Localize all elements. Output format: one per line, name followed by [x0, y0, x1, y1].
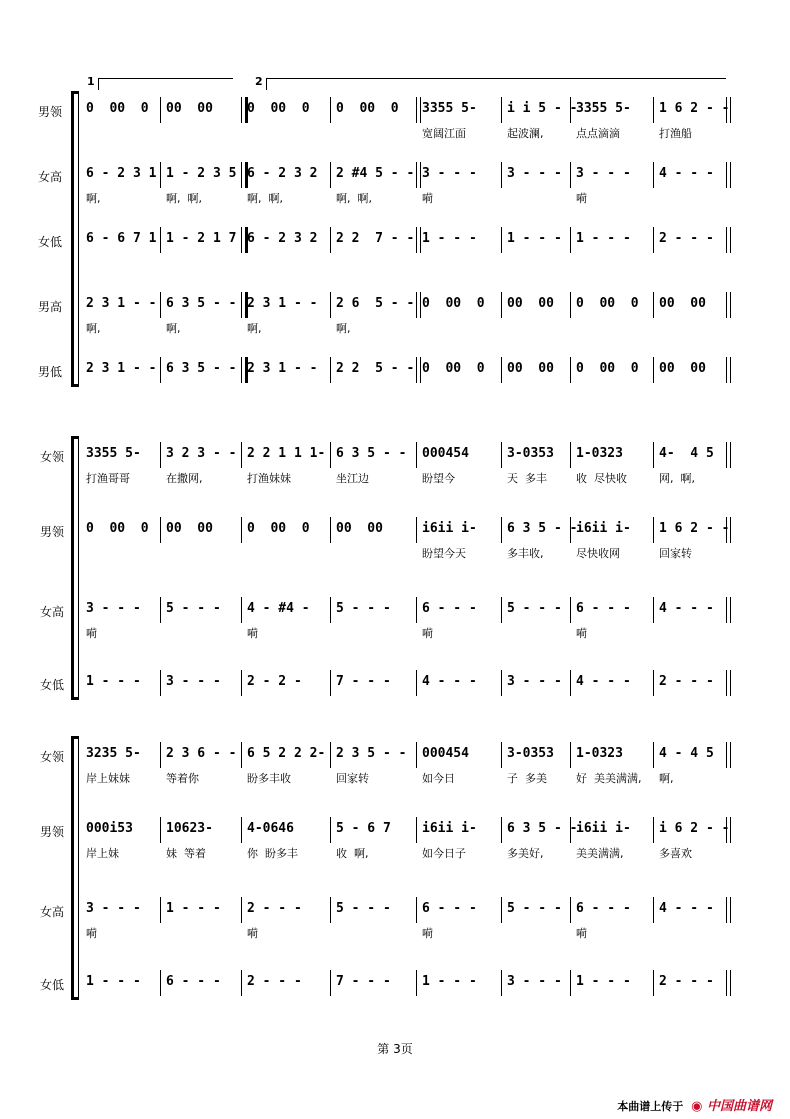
barline — [570, 517, 571, 543]
barline — [330, 817, 331, 843]
measure-notes: 00 00 — [507, 296, 554, 311]
measure-notes: 3355 5- — [576, 101, 631, 116]
barline — [160, 897, 161, 923]
barline — [726, 670, 731, 696]
lyric-text: 多美好, — [507, 847, 544, 860]
lyric-text: 妹 等着 — [166, 847, 206, 860]
measure-notes: 4- 4 5 — [659, 446, 714, 461]
measure-notes: 1 6 2 - - — [659, 101, 730, 116]
measure-notes: 4 - - - — [659, 166, 714, 181]
volta-second-label: 2 — [255, 75, 263, 88]
voice-part — [0, 225, 790, 275]
barline — [726, 817, 731, 843]
measure-notes: 00 00 — [507, 361, 554, 376]
barline — [416, 742, 417, 768]
lyric-text: 坐江边 — [336, 472, 369, 485]
voice-label: 男高 — [38, 300, 63, 314]
lyric-text: 嗬 — [422, 627, 433, 640]
lyric-text: 嗬 — [86, 927, 97, 940]
barline — [330, 97, 331, 123]
barline — [241, 597, 242, 623]
barline — [726, 970, 731, 996]
measure-notes: 3 2 3 - - — [166, 446, 237, 461]
lyric-text: 尽快收网 — [576, 547, 620, 560]
measure-notes: 6 - 2 3 2 — [247, 231, 318, 246]
measure-notes: 3-0353 — [507, 446, 554, 461]
measure-notes: 2 - - - — [247, 901, 302, 916]
measure-notes: 2 - - - — [659, 231, 714, 246]
measure-notes: 2 3 1 - - — [86, 361, 157, 376]
measure-notes: 1-0323 — [576, 446, 623, 461]
barline — [160, 97, 161, 123]
measure-notes: 6 - - - — [422, 901, 477, 916]
barline — [160, 817, 161, 843]
barline — [726, 442, 731, 468]
measure-notes: 5 - - - — [507, 901, 562, 916]
barline — [570, 97, 571, 123]
measure-notes: 000454 — [422, 746, 469, 761]
barline — [501, 162, 502, 188]
lyric-text: 啊, — [336, 322, 351, 335]
lyric-text: 你 盼多丰 — [247, 847, 298, 860]
barline — [416, 897, 417, 923]
measure-notes: 6 - 2 3 1 — [86, 166, 157, 181]
barline — [726, 742, 731, 768]
measure-notes: 1 - 2 3 5 — [166, 166, 237, 181]
lyric-text: 收 尽快收 — [576, 472, 627, 485]
lyric-text: 嗬 — [576, 927, 587, 940]
voice-part — [0, 815, 790, 865]
measure-notes: 6 3 5 - - — [166, 296, 237, 311]
lyric-text: 打渔船 — [659, 127, 692, 140]
barline — [160, 227, 161, 253]
barline — [653, 742, 654, 768]
lyric-text: 宽阔江面 — [422, 127, 466, 140]
score-system — [0, 95, 790, 395]
barline — [501, 597, 502, 623]
barline — [501, 970, 502, 996]
measure-notes: 3355 5- — [422, 101, 477, 116]
measure-notes: 3 - - - — [576, 166, 631, 181]
barline — [241, 970, 242, 996]
measure-notes: 0 00 0 — [422, 296, 485, 311]
barline — [570, 227, 571, 253]
lyric-text: 嗬 — [247, 627, 258, 640]
barline — [330, 597, 331, 623]
voice-label: 女高 — [38, 170, 63, 184]
voice-label: 女高 — [40, 905, 65, 919]
measure-notes: 2 - - - — [659, 674, 714, 689]
voice-part — [0, 290, 790, 340]
barline — [726, 292, 731, 318]
measure-notes: 1 - - - — [86, 674, 141, 689]
barline — [416, 442, 417, 468]
barline — [241, 817, 242, 843]
barline — [501, 670, 502, 696]
lyric-text: 啊, 啊, — [247, 192, 283, 205]
lyric-text: 啊, — [166, 322, 181, 335]
barline — [160, 597, 161, 623]
measure-notes: i6ii i- — [422, 521, 477, 536]
measure-notes: 6 - - - — [576, 901, 631, 916]
measure-notes: 0 00 0 — [86, 521, 149, 536]
barline — [330, 292, 331, 318]
voice-part — [0, 968, 790, 1018]
measure-notes: 3 - - - — [507, 166, 562, 181]
measure-notes: 1 - - - — [86, 974, 141, 989]
upload-credit — [617, 1095, 772, 1114]
lyric-text: 啊, — [659, 772, 674, 785]
lyric-text: 子 多美 — [507, 772, 547, 785]
barline — [570, 597, 571, 623]
measure-notes: 6 3 5 - - — [166, 361, 237, 376]
measure-notes: i i 5 - - — [507, 101, 578, 116]
barline — [416, 517, 417, 543]
lyric-text: 啊, 啊, — [166, 192, 202, 205]
measure-notes: 00 00 — [166, 521, 213, 536]
lyric-text: 起波澜, — [507, 127, 544, 140]
barline — [160, 292, 161, 318]
barline — [570, 162, 571, 188]
measure-notes: 6 - 6 7 1 — [86, 231, 157, 246]
lyric-text: 盼多丰收 — [247, 772, 291, 785]
lyric-text: 岸上妹 — [86, 847, 119, 860]
barline — [653, 817, 654, 843]
measure-notes: 2 3 1 - - — [247, 296, 318, 311]
measure-notes: 6 3 5 - - — [507, 521, 578, 536]
measure-notes: i 6 2 - - — [659, 821, 730, 836]
barline — [241, 897, 242, 923]
lyric-text: 岸上妹妹 — [86, 772, 130, 785]
barline — [726, 162, 731, 188]
barline — [570, 817, 571, 843]
measure-notes: 2 2 5 - - — [336, 361, 415, 376]
barline — [330, 742, 331, 768]
measure-notes: 1 - 2 1 7 — [166, 231, 237, 246]
barline — [653, 357, 654, 383]
measure-notes: 00 00 — [336, 521, 383, 536]
lyric-text: 啊, — [86, 322, 101, 335]
voice-label: 女低 — [38, 235, 63, 249]
barline — [330, 970, 331, 996]
lyric-text: 好 美美满满, — [576, 772, 642, 785]
measure-notes: 4 - - - — [576, 674, 631, 689]
measure-notes: 000454 — [422, 446, 469, 461]
voice-label: 女高 — [40, 605, 65, 619]
lyric-text: 盼望今天 — [422, 547, 466, 560]
measure-notes: 6 - - - — [422, 601, 477, 616]
measure-notes: 00 00 — [659, 296, 706, 311]
measure-notes: 00 00 — [166, 101, 213, 116]
voice-part — [0, 740, 790, 790]
lyric-text: 嗬 — [422, 192, 433, 205]
measure-notes: 2 3 1 - - — [247, 361, 318, 376]
voice-label: 男低 — [38, 365, 63, 379]
measure-notes: 2 - 2 - — [247, 674, 302, 689]
barline — [160, 357, 161, 383]
lyric-text: 打渔妹妹 — [247, 472, 291, 485]
barline — [501, 742, 502, 768]
barline — [416, 597, 417, 623]
barline — [501, 97, 502, 123]
barline — [416, 670, 417, 696]
lyric-text: 嗬 — [576, 192, 587, 205]
barline — [241, 742, 242, 768]
measure-notes: 3 - - - — [86, 901, 141, 916]
barline — [653, 227, 654, 253]
measure-notes: 1 6 2 - - — [659, 521, 730, 536]
barline — [726, 517, 731, 543]
measure-notes: 1-0323 — [576, 746, 623, 761]
measure-notes: 6 - 2 3 2 — [247, 166, 318, 181]
barline — [726, 597, 731, 623]
lyric-text: 啊, — [86, 192, 101, 205]
brand-icon: ◉ — [691, 1099, 703, 1114]
lyric-text: 如今日子 — [422, 847, 466, 860]
barline — [653, 292, 654, 318]
voice-label: 男领 — [38, 105, 63, 119]
measure-notes: 0 00 0 — [86, 101, 149, 116]
measure-notes: i6ii i- — [576, 821, 631, 836]
barline — [501, 292, 502, 318]
measure-notes: 6 - - - — [576, 601, 631, 616]
barline — [726, 97, 731, 123]
voice-label: 女低 — [40, 978, 65, 992]
brand-name: 中国曲谱网 — [706, 1099, 772, 1114]
voice-part — [0, 355, 790, 405]
voice-part — [0, 440, 790, 490]
barline — [160, 442, 161, 468]
barline — [160, 670, 161, 696]
measure-notes: 10623- — [166, 821, 213, 836]
upload-text: 本曲谱上传于 — [617, 1100, 684, 1113]
barline — [330, 670, 331, 696]
site-logo — [691, 1099, 772, 1114]
measure-notes: 5 - - - — [336, 601, 391, 616]
voice-label: 女低 — [40, 678, 65, 692]
measure-notes: 2 - - - — [247, 974, 302, 989]
barline — [330, 227, 331, 253]
barline — [570, 897, 571, 923]
barline — [653, 970, 654, 996]
measure-notes: 0 00 0 — [247, 101, 310, 116]
measure-notes: 1 - - - — [576, 974, 631, 989]
measure-notes: 3 - - - — [507, 674, 562, 689]
lyric-text: 多丰收, — [507, 547, 544, 560]
lyric-text: 回家转 — [659, 547, 692, 560]
voice-part — [0, 160, 790, 210]
barline — [330, 357, 331, 383]
barline — [653, 517, 654, 543]
measure-notes: 3-0353 — [507, 746, 554, 761]
voice-part — [0, 595, 790, 645]
measure-notes: 3 - - - — [507, 974, 562, 989]
voice-part — [0, 668, 790, 718]
barline — [330, 162, 331, 188]
barline — [726, 897, 731, 923]
measure-notes: 0 00 0 — [576, 296, 639, 311]
barline — [501, 897, 502, 923]
measure-notes: 6 3 5 - - — [336, 446, 407, 461]
score-system — [0, 740, 790, 1008]
barline — [241, 442, 242, 468]
barline — [501, 442, 502, 468]
lyric-text: 网, 啊, — [659, 472, 695, 485]
measure-notes: 6 3 5 - - — [507, 821, 578, 836]
barline — [570, 742, 571, 768]
barline — [160, 742, 161, 768]
barline — [501, 357, 502, 383]
voice-label: 女领 — [40, 750, 65, 764]
measure-notes: i6ii i- — [576, 521, 631, 536]
barline — [653, 670, 654, 696]
measure-notes: 0 00 0 — [336, 101, 399, 116]
measure-notes: 2 2 7 - - — [336, 231, 415, 246]
measure-notes: 0 00 0 — [576, 361, 639, 376]
lyric-text: 点点滴滴 — [576, 127, 620, 140]
page-number: 第 3页 — [377, 1042, 413, 1056]
barline — [160, 970, 161, 996]
barline — [653, 162, 654, 188]
measure-notes: 3 - - - — [422, 166, 477, 181]
barline — [241, 670, 242, 696]
lyric-text: 在撒网, — [166, 472, 203, 485]
lyric-text: 嗬 — [422, 927, 433, 940]
voice-label: 男领 — [40, 825, 65, 839]
measure-notes: 2 3 5 - - — [336, 746, 407, 761]
measure-notes: 5 - - - — [507, 601, 562, 616]
lyric-text: 嗬 — [576, 627, 587, 640]
measure-notes: 1 - - - — [507, 231, 562, 246]
measure-notes: 2 6 5 - - — [336, 296, 415, 311]
barline — [570, 292, 571, 318]
lyric-text: 等着你 — [166, 772, 199, 785]
measure-notes: 5 - 6 7 — [336, 821, 391, 836]
barline — [160, 162, 161, 188]
barline — [726, 357, 731, 383]
volta-first — [87, 75, 233, 90]
measure-notes: 2 3 6 - - — [166, 746, 237, 761]
lyric-text: 回家转 — [336, 772, 369, 785]
measure-notes: 5 - - - — [166, 601, 221, 616]
barline — [726, 227, 731, 253]
measure-notes: 1 - - - — [576, 231, 631, 246]
measure-notes: 1 - - - — [422, 231, 477, 246]
barline — [330, 442, 331, 468]
barline — [570, 442, 571, 468]
barline — [416, 817, 417, 843]
volta-second — [255, 75, 726, 90]
lyric-text: 盼望今 — [422, 472, 455, 485]
lyric-text: 天 多丰 — [507, 472, 547, 485]
lyric-text: 嗬 — [247, 927, 258, 940]
lyric-text: 啊, — [247, 322, 262, 335]
barline — [570, 670, 571, 696]
barline — [241, 517, 242, 543]
measure-notes: 4 - - - — [422, 674, 477, 689]
measure-notes: 2 #4 5 - - — [336, 166, 415, 181]
measure-notes: 2 - - - — [659, 974, 714, 989]
lyric-text: 多喜欢 — [659, 847, 692, 860]
measure-notes: i6ii i- — [422, 821, 477, 836]
measure-notes: 6 5 2 2 2- — [247, 746, 326, 761]
lyric-text: 嗬 — [86, 627, 97, 640]
barline — [416, 970, 417, 996]
measure-notes: 00 00 — [659, 361, 706, 376]
volta-first-label: 1 — [87, 75, 95, 88]
voice-label: 女领 — [40, 450, 65, 464]
measure-notes: 7 - - - — [336, 674, 391, 689]
measure-notes: 2 3 1 - - — [86, 296, 157, 311]
barline — [330, 897, 331, 923]
barline — [501, 517, 502, 543]
barline — [570, 970, 571, 996]
measure-notes: 4 - - - — [659, 901, 714, 916]
barline — [653, 897, 654, 923]
measure-notes: 4-0646 — [247, 821, 294, 836]
barline — [653, 442, 654, 468]
measure-notes: 2 2 1 1 1- — [247, 446, 326, 461]
barline — [501, 227, 502, 253]
voice-part — [0, 895, 790, 945]
measure-notes: 3 - - - — [86, 601, 141, 616]
measure-notes: 7 - - - — [336, 974, 391, 989]
lyric-text: 如今日 — [422, 772, 455, 785]
barline — [653, 97, 654, 123]
measure-notes: 5 - - - — [336, 901, 391, 916]
voice-part — [0, 95, 790, 145]
barline — [653, 597, 654, 623]
measure-notes: 3 - - - — [166, 674, 221, 689]
measure-notes: 4 - 4 5 — [659, 746, 714, 761]
lyric-text: 收 啊, — [336, 847, 369, 860]
measure-notes: 000i53 — [86, 821, 133, 836]
measure-notes: 0 00 0 — [422, 361, 485, 376]
measure-notes: 1 - - - — [422, 974, 477, 989]
measure-notes: 1 - - - — [166, 901, 221, 916]
measure-notes: 4 - - - — [659, 601, 714, 616]
barline — [501, 817, 502, 843]
measure-notes: 3355 5- — [86, 446, 141, 461]
lyric-text: 打渔哥哥 — [86, 472, 130, 485]
lyric-text: 啊, 啊, — [336, 192, 372, 205]
score-system — [0, 440, 790, 708]
voice-label: 男领 — [40, 525, 65, 539]
measure-notes: 6 - - - — [166, 974, 221, 989]
lyric-text: 美美满满, — [576, 847, 624, 860]
barline — [160, 517, 161, 543]
barline — [330, 517, 331, 543]
measure-notes: 0 00 0 — [247, 521, 310, 536]
measure-notes: 4 - #4 - — [247, 601, 310, 616]
barline — [570, 357, 571, 383]
measure-notes: 3235 5- — [86, 746, 141, 761]
voice-part — [0, 515, 790, 565]
